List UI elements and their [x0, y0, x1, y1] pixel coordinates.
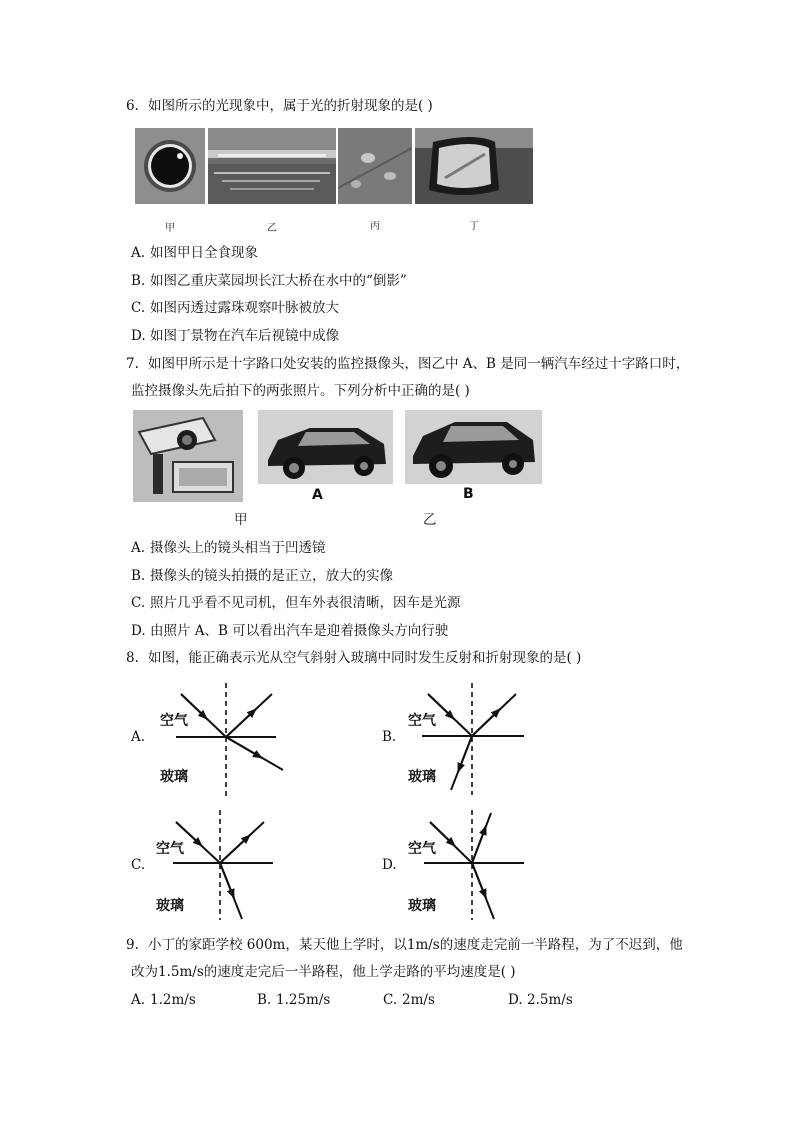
q8-option-d-key: D. — [382, 857, 397, 873]
q7-option-d-text: 由照片 A、B 可以看出汽车是迎着摄像头方向行驶 — [150, 623, 449, 639]
q8-number: 8. — [126, 650, 139, 666]
q8-option-b-key: B. — [382, 729, 397, 745]
q6-option-c-key: C. — [131, 300, 146, 316]
q6-stem: 如图所示的光现象中，属于光的折射现象的是( ) — [148, 98, 433, 114]
q6-option-d-key: D. — [131, 328, 146, 344]
q8-a-glass-label: 玻璃 — [160, 769, 188, 785]
q9-option-d-key: D. — [508, 992, 523, 1008]
q6-option-b-key: B. — [131, 273, 146, 289]
q9-option-c-text: 2m/s — [402, 992, 435, 1008]
q6-caption-bing: 丙 — [370, 221, 380, 232]
q7-option-d-key: D. — [131, 623, 146, 639]
q7-option-a-text: 摄像头上的镜头相当于凹透镜 — [150, 540, 326, 556]
q6-option-a-text: 如图甲日全食现象 — [150, 245, 258, 261]
q7-photo-label-b: B — [463, 486, 474, 502]
q8-d-glass-label: 玻璃 — [408, 898, 436, 914]
q8-diagram-a — [176, 683, 283, 798]
q8-b-air-label: 空气 — [408, 713, 436, 729]
q7-stem-line2: 监控摄像头先后拍下的两张照片。下列分析中正确的是( ) — [131, 383, 470, 399]
q9-option-a-text: 1.2m/s — [150, 992, 196, 1008]
q7-option-b-key: B. — [131, 568, 146, 584]
q8-option-a-key: A. — [131, 729, 146, 745]
q6-option-a-key: A. — [131, 245, 146, 261]
q8-diagram-d — [424, 810, 524, 920]
q6-caption-jia: 甲 — [165, 223, 175, 234]
q6-number: 6. — [126, 98, 139, 114]
q8-a-air-label: 空气 — [160, 713, 188, 729]
q7-number: 7. — [126, 356, 139, 372]
q7-stem-line1: 如图甲所示是十字路口处安装的监控摄像头，图乙中 A、B 是同一辆汽车经过十字路口时， — [148, 356, 690, 372]
q7-option-c-key: C. — [131, 595, 146, 611]
q9-option-b-key: B. — [257, 992, 272, 1008]
q9-number: 9. — [126, 937, 139, 953]
q9-stem-line2: 改为1.5m/s的速度走完后一半路程，他上学走路的平均速度是( ) — [131, 964, 516, 980]
q8-b-glass-label: 玻璃 — [408, 769, 436, 785]
q8-option-c-key: C. — [131, 857, 146, 873]
q8-diagram-c — [173, 810, 273, 920]
q8-c-glass-label: 玻璃 — [156, 898, 184, 914]
q8-diagram-b — [422, 683, 524, 795]
q7-option-a-key: A. — [131, 540, 146, 556]
q7-caption-jia: 甲 — [234, 512, 248, 528]
q8-d-air-label: 空气 — [408, 841, 436, 857]
q7-option-b-text: 摄像头的镜头拍摄的是正立，放大的实像 — [150, 568, 393, 584]
q6-option-d-text: 如图丁景物在汽车后视镜中成像 — [150, 328, 339, 344]
q9-option-d-text: 2.5m/s — [527, 992, 573, 1008]
q6-option-b-text: 如图乙重庆菜园坝长江大桥在水中的“倒影” — [150, 273, 407, 289]
q8-c-air-label: 空气 — [156, 841, 184, 857]
q7-caption-yi: 乙 — [423, 512, 437, 528]
q9-stem-line1: 小丁的家距学校 600m，某天他上学时，以1m/s的速度走完前一半路程，为了不迟到，他 — [148, 937, 683, 953]
q8-stem: 如图，能正确表示光从空气斜射入玻璃中同时发生反射和折射现象的是( ) — [148, 650, 582, 666]
q6-caption-yi: 乙 — [267, 223, 277, 234]
q9-option-c-key: C. — [383, 992, 398, 1008]
q9-option-a-key: A. — [131, 992, 146, 1008]
q9-option-b-text: 1.25m/s — [276, 992, 331, 1008]
q6-option-c-text: 如图丙透过露珠观察叶脉被放大 — [150, 300, 339, 316]
q6-caption-ding: 丁 — [469, 221, 479, 232]
q7-photo-label-a: A — [312, 487, 323, 503]
q7-option-c-text: 照片几乎看不见司机，但车外表很清晰，因车是光源 — [150, 595, 461, 611]
